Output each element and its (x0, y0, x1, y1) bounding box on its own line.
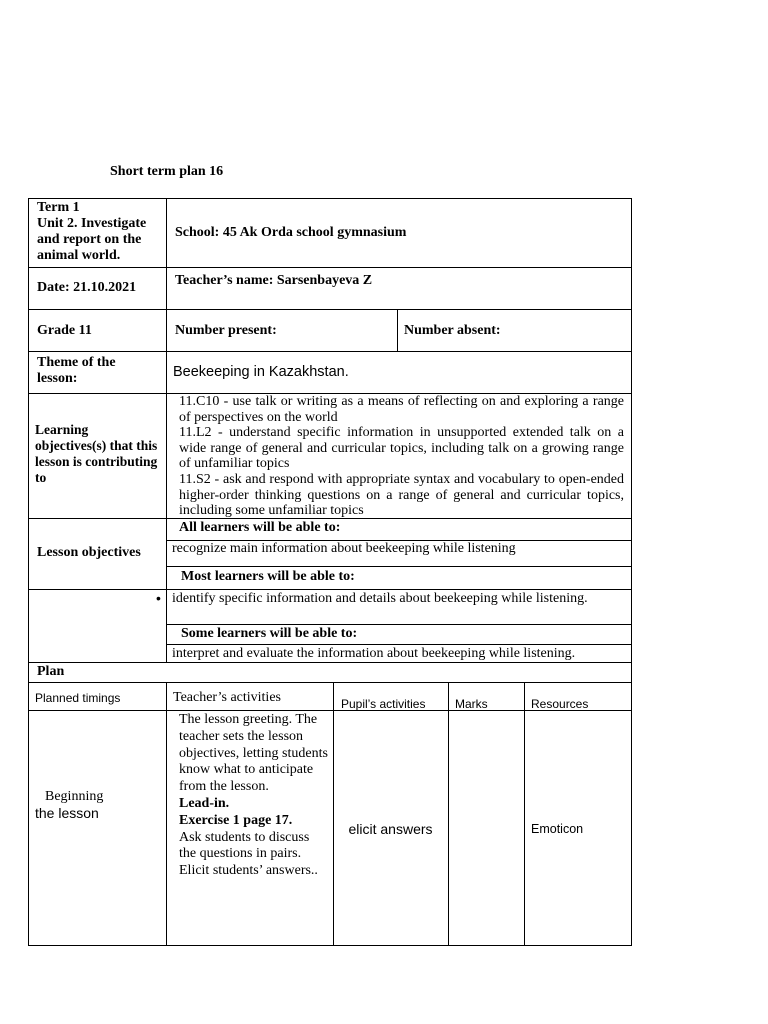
unit-label: Unit 2. Investigate and report on the animal world. (37, 216, 147, 263)
most-learners-text: identify specific information and details about beekeeping while listening. (172, 591, 588, 606)
term-label: Term 1 (37, 200, 80, 215)
row-divider (166, 644, 631, 645)
resources-value: Emoticon (531, 822, 584, 836)
exercise-heading: Exercise 1 page 17. (179, 812, 293, 828)
col-teacher-activities: Teacher’s activities (173, 690, 281, 705)
grade-label: Grade 11 (37, 323, 92, 338)
lesson-objectives-label: Lesson objectives (37, 545, 141, 560)
pupils-activity: elicit answers (348, 821, 433, 837)
row-divider (29, 662, 631, 663)
number-absent-label: Number absent: (404, 323, 501, 338)
column-divider (333, 682, 334, 945)
page-title: Short term plan 16 (110, 164, 224, 179)
row-divider (166, 566, 631, 567)
lesson-plan-table (28, 198, 632, 946)
teacher-intro: The lesson greeting. The teacher sets the lesson objectives, letting students know what to anticipate from the lesson. (179, 712, 328, 795)
most-learners-heading: Most learners will be able to: (181, 569, 355, 584)
column-divider (524, 682, 525, 945)
teacher-activity-cell (179, 712, 329, 880)
col-pupil-activities: Pupil’s activities (341, 697, 426, 711)
row-divider (29, 682, 631, 683)
plan-label: Plan (37, 664, 65, 679)
teacher-task: Ask students to discuss the questions in pairs. Elicit students’ answers.. (179, 829, 318, 879)
bullet-icon: • (156, 590, 161, 606)
teacher-name: Teacher’s name: Sarsenbayeva Z (175, 273, 373, 288)
all-learners-text: recognize main information about beekeeping while listening (172, 541, 516, 556)
some-learners-text: interpret and evaluate the information about beekeeping while listening. (172, 646, 576, 661)
school-name: School: 45 Ak Orda school gymnasium (175, 225, 407, 240)
row-divider (29, 351, 631, 352)
row-divider (29, 309, 631, 310)
some-learners-heading: Some learners will be able to: (181, 626, 358, 641)
row-divider (166, 624, 631, 625)
theme-value: Beekeeping in Kazakhstan. (173, 364, 349, 380)
timing-the-lesson: the lesson (35, 805, 99, 821)
col-planned-timings: Planned timings (35, 691, 121, 705)
objective-item: 11.L2 - understand specific information in unsupported extended talk on a wide range of general and curricular topics, including talk on a growing range of unfamiliar topics (179, 425, 624, 472)
column-divider (397, 309, 398, 351)
term-unit-cell (37, 200, 165, 264)
objective-item: 11.S2 - ask and respond with appropriate syntax and vocabulary to open-ended higher-order thinking questions on a range of general and curricular topics, including some unfamiliar topics (179, 471, 624, 519)
number-present-label: Number present: (175, 323, 277, 338)
lesson-date: Date: 21.10.2021 (37, 280, 137, 295)
objective-item: 11.C10 - use talk or writing as a means of reflecting on and exploring a range of perspectives on the world (179, 394, 624, 425)
col-resources: Resources (531, 697, 589, 711)
theme-label: Theme of the lesson: (37, 355, 116, 386)
column-divider (166, 199, 167, 662)
all-learners-heading: All learners will be able to: (179, 520, 341, 535)
column-divider (448, 682, 449, 945)
learning-objectives-list (179, 394, 624, 519)
learning-objectives-label: Learning objectives(s) that this lesson is contributing to (35, 422, 158, 485)
lead-in-heading: Lead-in. (179, 795, 230, 811)
col-marks: Marks (455, 697, 488, 711)
timing-beginning: Beginning (45, 789, 104, 804)
column-divider (166, 682, 167, 945)
row-divider (29, 267, 631, 268)
